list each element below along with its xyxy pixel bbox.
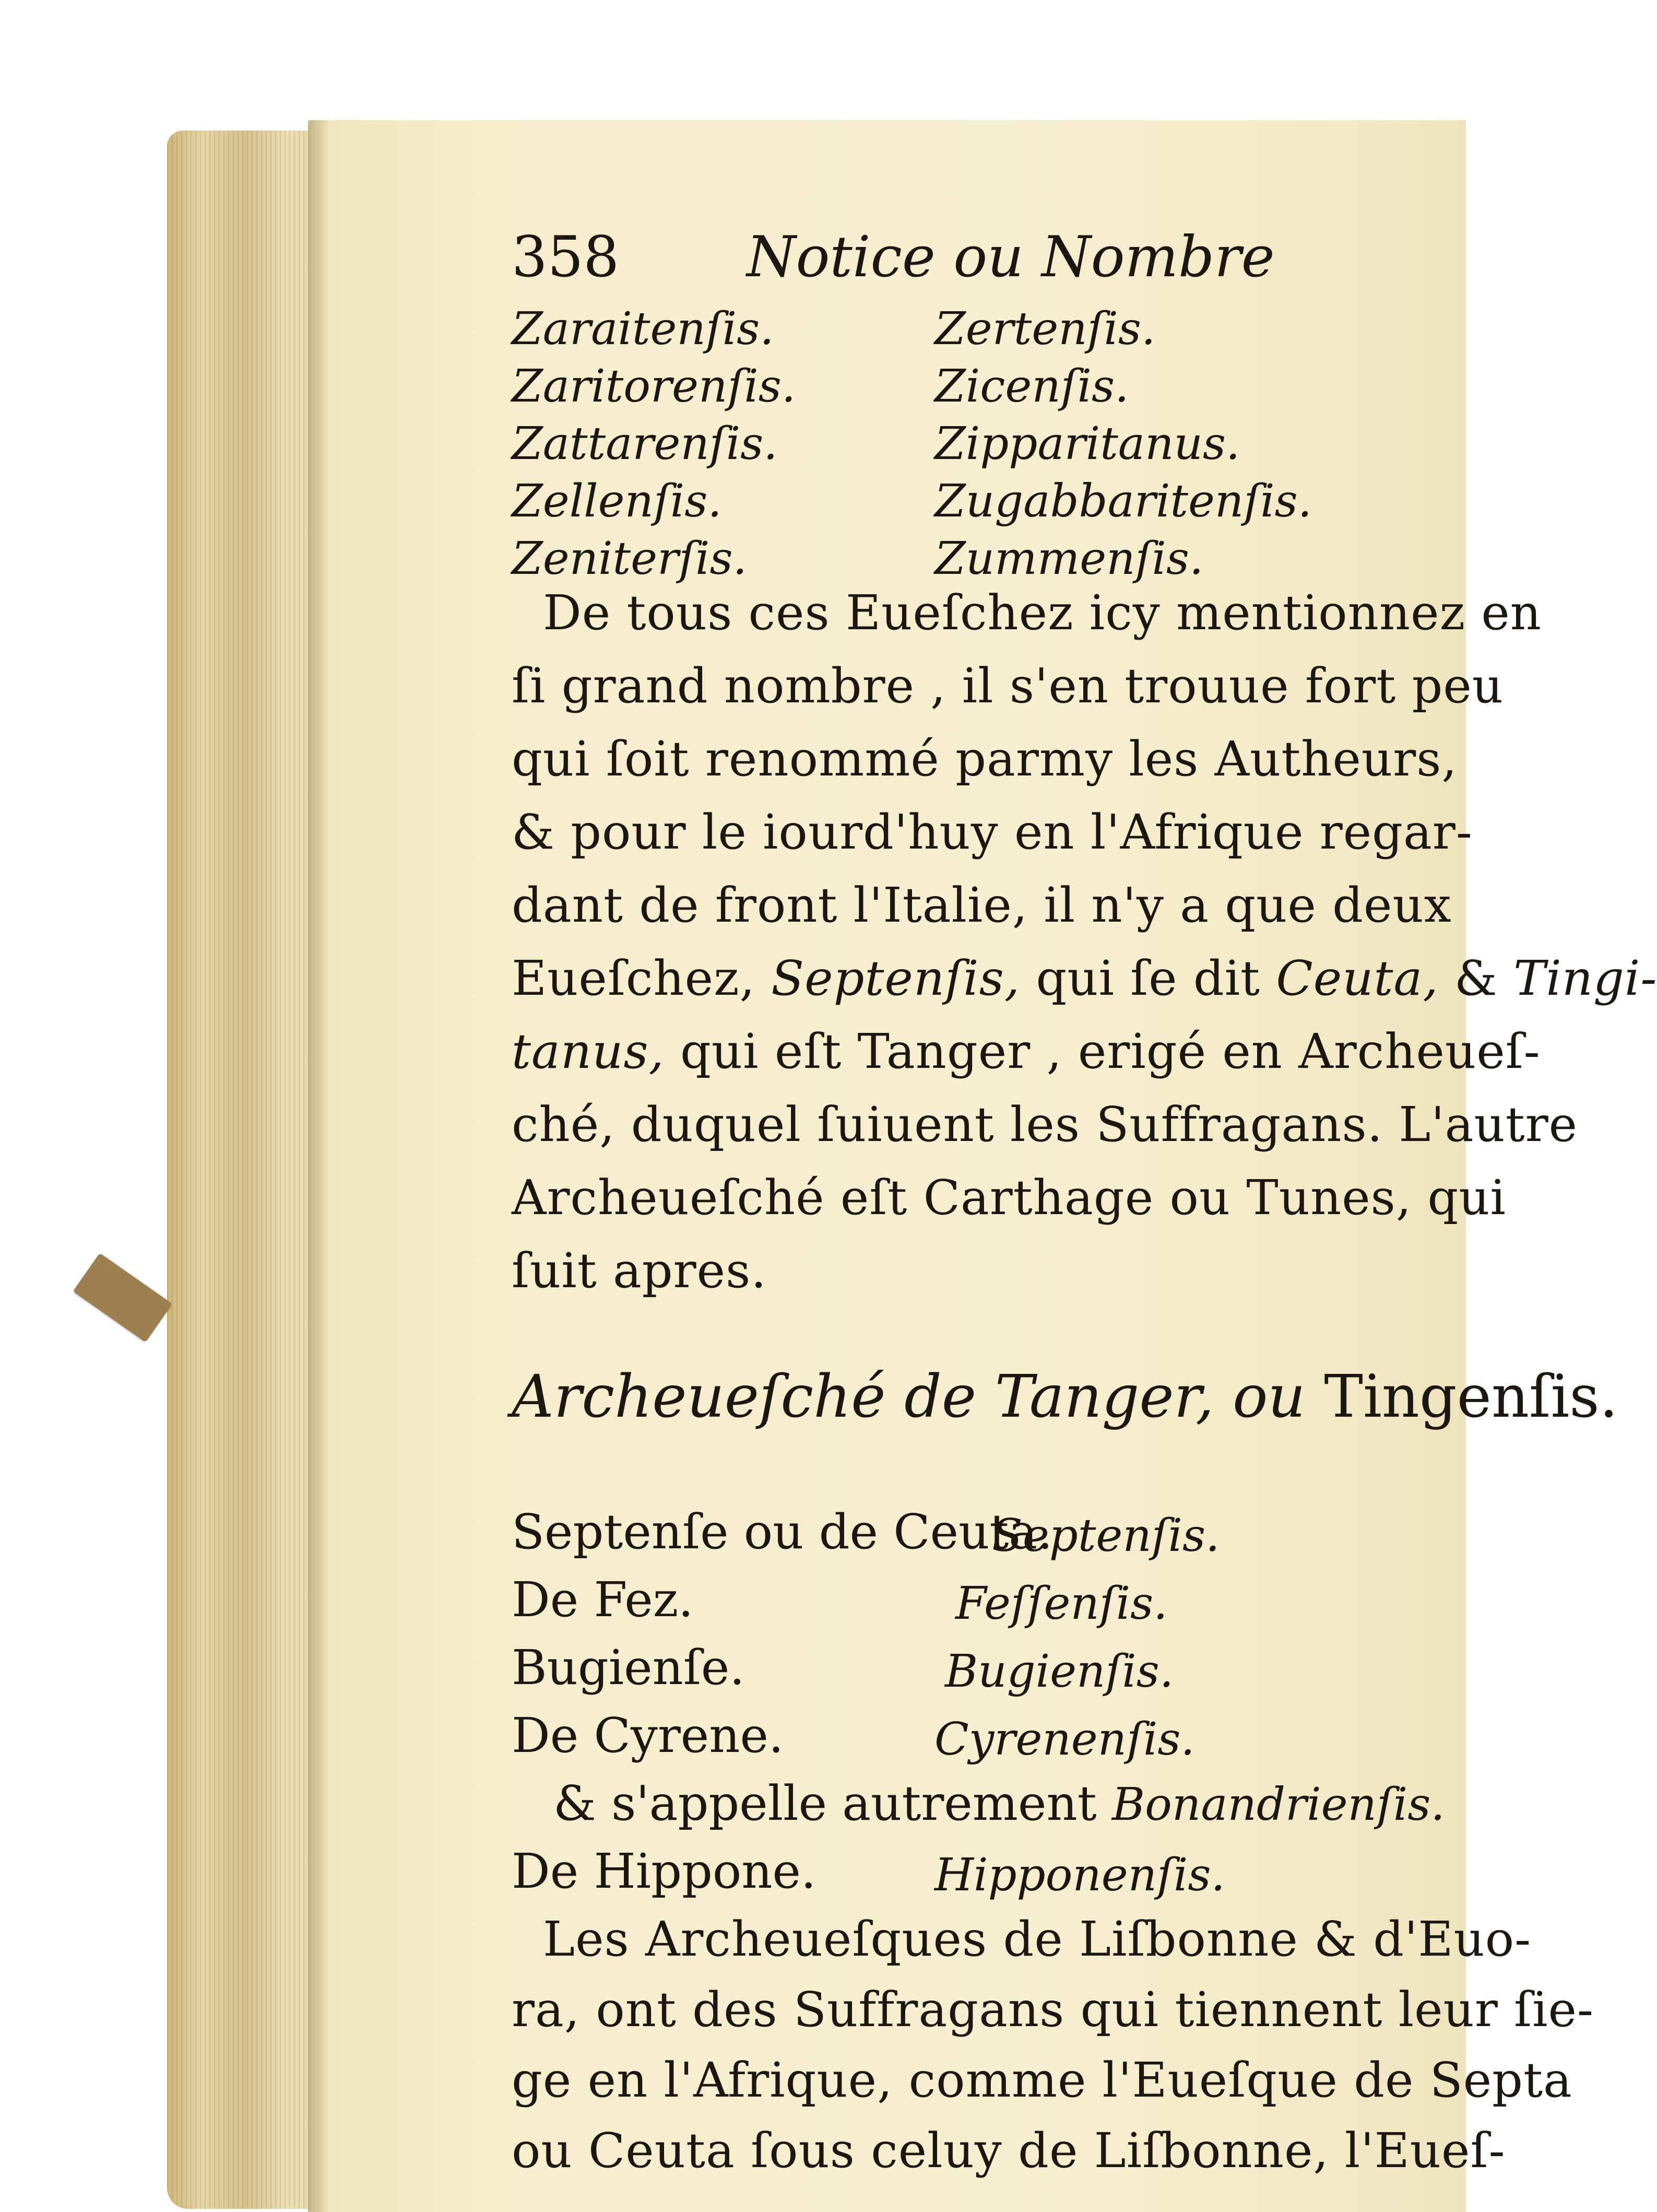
latin-list-right-item: Zicenſis. <box>934 360 1129 413</box>
heading-part: Tingenſis. <box>1324 1363 1618 1431</box>
latin-term: Septenſis. <box>992 1510 1220 1562</box>
suffragan-latin <box>955 1574 1168 1630</box>
suffragan-latin <box>945 1642 1174 1698</box>
latin-term: Bugienſis. <box>945 1645 1174 1698</box>
heading-part: ou <box>1233 1363 1306 1431</box>
paragraph-line: qui ſoit renommé parmy les Autheurs, <box>512 731 1458 787</box>
latin-term: Hipponenſis. <box>934 1849 1225 1901</box>
heading-part: Archeueſché de Tanger, <box>512 1363 1214 1431</box>
latin-list-right-item: Zipparitanus. <box>934 418 1240 470</box>
paragraph-line: ché, duquel ſuiuent les Suffragans. L'autre <box>512 1097 1578 1152</box>
suffragan-latin <box>934 1710 1195 1766</box>
paragraph-line-mixed <box>512 950 1657 1006</box>
section-heading <box>512 1363 1618 1431</box>
latin-term: Bonandrienſis. <box>1111 1779 1445 1831</box>
paragraph-line: Archeueſché eſt Carthage ou Tunes, qui <box>512 1170 1506 1226</box>
paragraph-line: ge en l'Afrique, comme l'Eueſque de Septa <box>512 2052 1572 2108</box>
latin-list-left-item: Zaritorenſis. <box>512 360 796 413</box>
paragraph-line: ſuit apres. <box>512 1243 767 1299</box>
book-page <box>308 120 1466 2212</box>
latin-list-left-item: Zattarenſis. <box>512 418 778 470</box>
suffragan-french: Bugienſe. <box>512 1640 745 1696</box>
latin-term: tanus, <box>512 1023 665 1079</box>
suffragan-latin <box>992 1507 1220 1562</box>
paragraph-line: Les Archeueſques de Liſbonne & d'Euo- <box>543 1911 1532 1967</box>
suffragan-french: Septenſe ou de Ceuta. <box>512 1504 1053 1560</box>
paragraph-line-mixed <box>512 1023 1541 1079</box>
running-header <box>512 225 1399 292</box>
suffragan-french: De Fez. <box>512 1572 694 1628</box>
latin-term: Tingi- <box>1513 950 1657 1006</box>
text-run: qui ſe dit <box>1036 950 1261 1006</box>
latin-list-right-item: Zummenſis. <box>934 533 1204 585</box>
paragraph-line: De tous ces Eueſchez icy mentionnez en <box>543 585 1542 641</box>
text-run: qui eſt Tanger , erigé en Archeueſ- <box>680 1023 1541 1079</box>
latin-list-left-item: Zellenſis. <box>512 475 722 527</box>
text-run: & <box>1454 950 1498 1006</box>
paragraph-line: & pour le iourd'huy en l'Afrique regar- <box>512 804 1473 860</box>
latin-term: Feſſenſis. <box>955 1578 1168 1630</box>
page-number: 358 <box>512 225 620 290</box>
latin-list-left-item: Zeniterſis. <box>512 533 747 585</box>
latin-term: Cyrenenſis. <box>934 1713 1195 1766</box>
suffragan-latin <box>934 1846 1225 1902</box>
text-run: Eueſchez, <box>512 950 755 1006</box>
bookmark-tab <box>73 1253 173 1342</box>
latin-list-left-item: Zaraitenſis. <box>512 303 774 355</box>
paragraph-line: ou Ceuta ſous celuy de Liſbonne, l'Eueſ- <box>512 2123 1506 2179</box>
paragraph-line: ſi grand nombre , il s'en trouue fort peu <box>512 658 1504 714</box>
aka-line <box>553 1775 1445 1831</box>
page-gutter-shadow <box>308 120 329 2212</box>
paragraph-line: ra, ont des Suffragans qui tiennent leur ſie- <box>512 1982 1594 2038</box>
suffragan-french: De Cyrene. <box>512 1708 784 1763</box>
latin-list-right-item: Zertenſis. <box>934 303 1156 355</box>
text-run: & s'appelle autrement <box>553 1775 1097 1831</box>
latin-list-right-item: Zugabbaritenſis. <box>934 475 1312 527</box>
suffragan-french: De Hippone. <box>512 1843 816 1899</box>
latin-term: Septenſis, <box>771 950 1021 1006</box>
paragraph-line: dant de front l'Italie, il n'y a que deux <box>512 877 1452 933</box>
latin-term: Ceuta, <box>1276 950 1439 1006</box>
running-title: Notice ou Nombre <box>747 225 1275 290</box>
